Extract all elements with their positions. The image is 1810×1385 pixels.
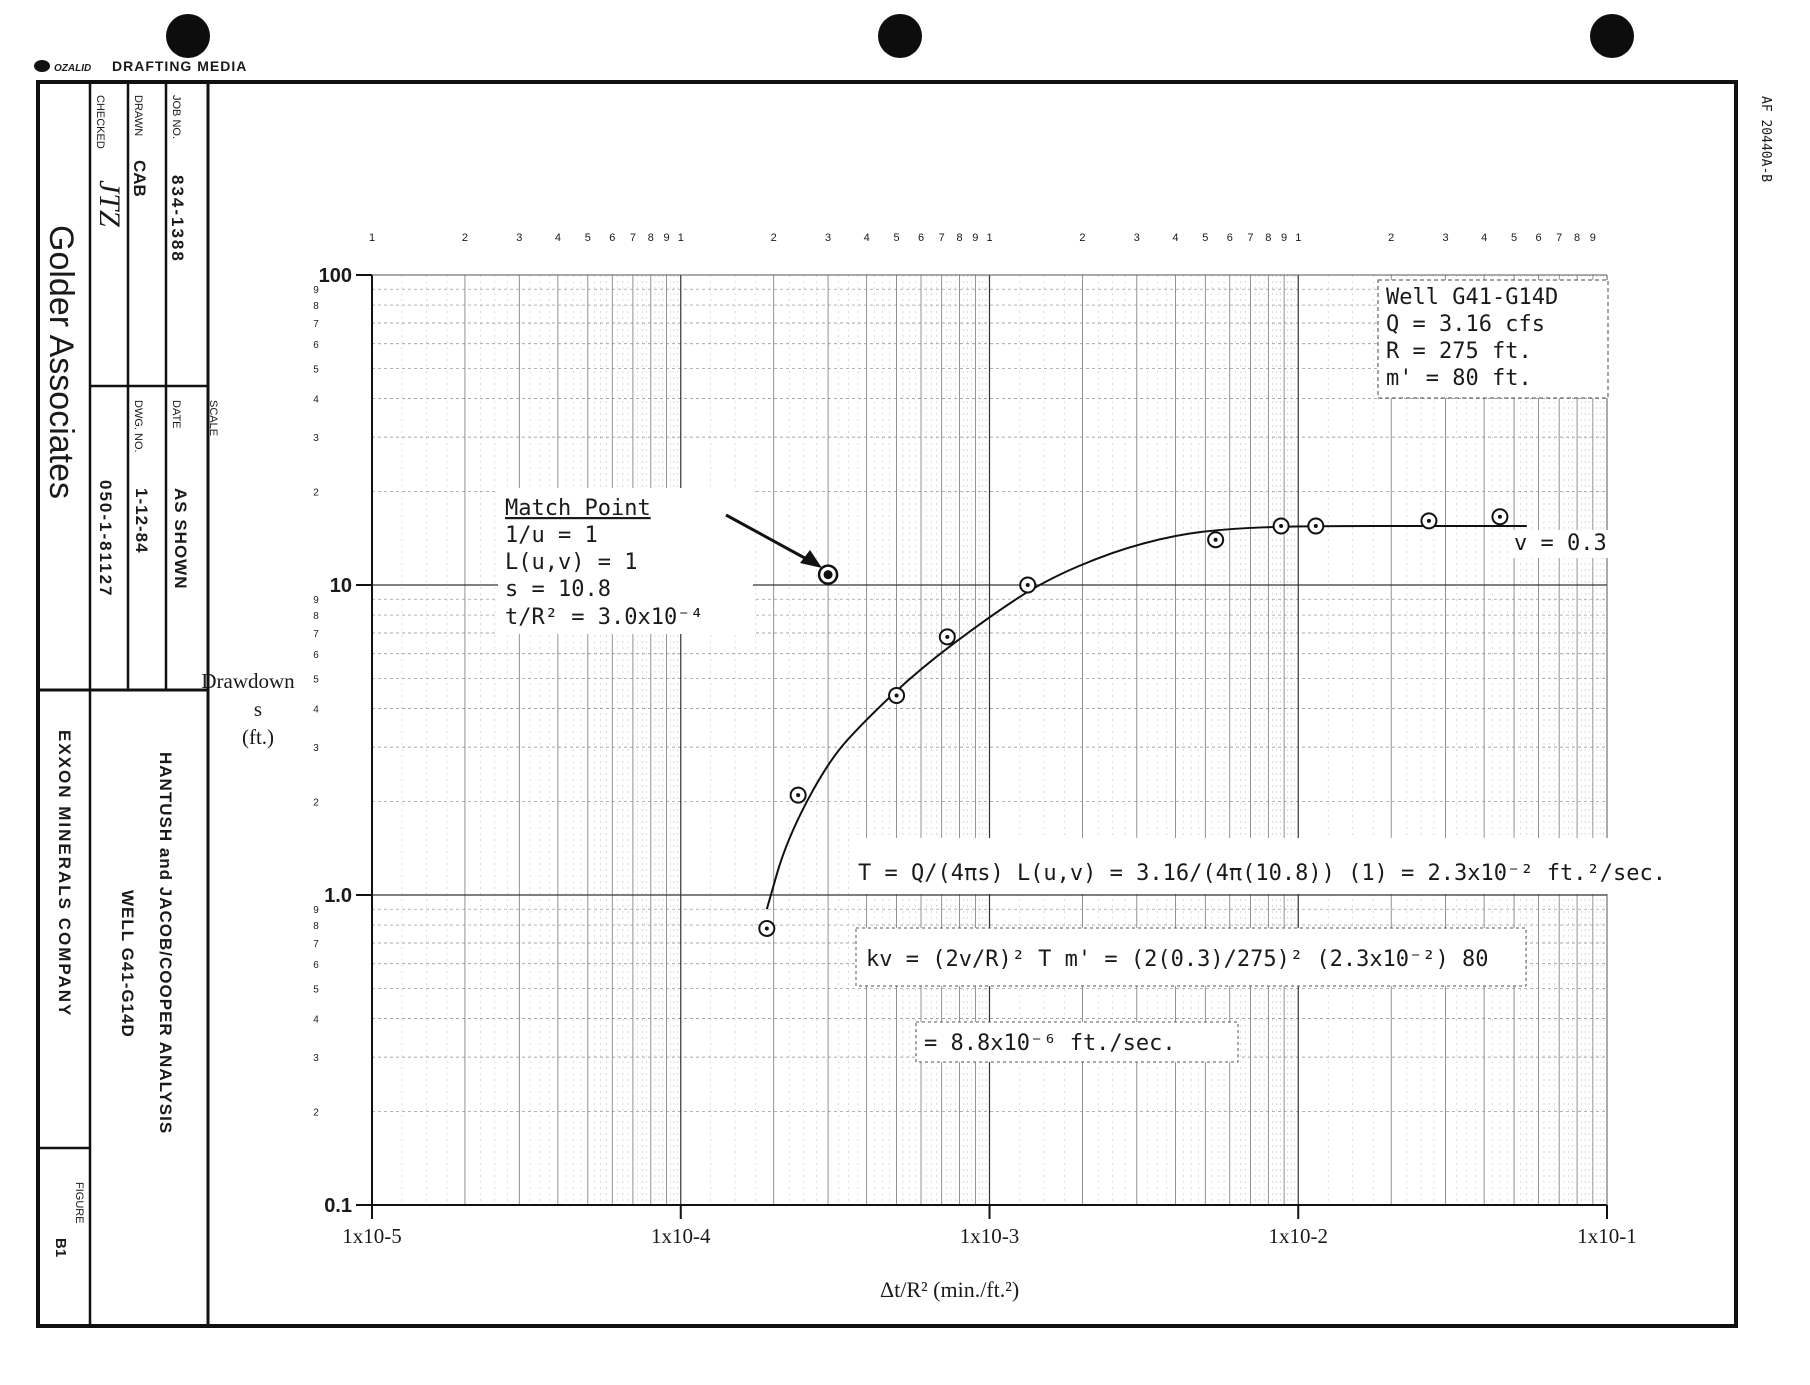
grid-cycle-number: 2	[313, 797, 319, 809]
grid-cycle-number: 3	[1133, 232, 1140, 244]
match-point-dot	[824, 570, 833, 579]
curve-label: v = 0.3	[1514, 531, 1607, 556]
match-point-title: Match Point	[505, 496, 651, 521]
grid-cycle-number: 5	[1510, 232, 1518, 244]
x-tick-label: 1x10-3	[959, 1224, 1020, 1248]
punch-hole-left	[166, 14, 210, 58]
grid-cycle-number: 4	[1172, 232, 1179, 244]
data-point-dot	[1279, 524, 1283, 528]
y-tick-label: 10	[329, 575, 352, 597]
grid-minor-x	[402, 275, 1604, 1205]
grid-cycle-number: 9	[972, 232, 979, 244]
grid-cycle-number: 2	[461, 232, 469, 244]
punch-hole-center	[878, 14, 922, 58]
y-axis-title-line2: s	[253, 697, 263, 721]
grid-cycle-number: 5	[1202, 232, 1209, 244]
date-label: DATE	[170, 400, 182, 429]
equation-kv-result: = 8.8x10⁻⁶ ft./sec.	[924, 1031, 1176, 1056]
client-name: EXXON MINERALS COMPANY	[55, 730, 74, 1018]
grid-cycle-number: 7	[1556, 232, 1563, 244]
y-tick-label: 100	[318, 265, 352, 287]
x-tick-label: 1x10-5	[342, 1224, 402, 1248]
data-point	[1492, 509, 1507, 524]
data-point	[791, 788, 806, 803]
grid-cycle-number: 6	[1535, 232, 1542, 244]
grid-cycle-number: 4	[554, 232, 561, 244]
grid-cycle-number: 3	[1442, 232, 1449, 244]
data-point-dot	[1214, 538, 1218, 542]
data-point	[1274, 518, 1289, 533]
grid-cycle-number: 7	[938, 232, 945, 244]
grid-cycle-number: 1	[677, 232, 684, 244]
grid-cycle-number: 9	[313, 595, 319, 607]
grid-cycle-number: 5	[313, 674, 319, 686]
y-axis-title-line3: (ft.)	[241, 725, 275, 749]
y-tick-labels	[319, 265, 372, 1217]
side-code: AF 20440A-B	[1758, 96, 1773, 183]
y-tick-label: 0.1	[324, 1195, 352, 1217]
grid-cycle-number: 4	[313, 704, 319, 716]
y-tick-label: 1.0	[324, 885, 352, 907]
data-point-dot	[895, 694, 899, 698]
data-point	[1421, 513, 1436, 528]
data-point	[1020, 578, 1035, 593]
grid-cycle-number: 2	[1388, 232, 1395, 244]
grid-cycle-number: 1	[986, 232, 993, 244]
x-tick-label: 1x10-1	[1577, 1224, 1637, 1248]
grid-cycle-number: 9	[313, 285, 319, 297]
header-title: DRAFTING MEDIA	[112, 58, 248, 74]
dwg-no-label: DWG. NO.	[132, 400, 144, 453]
grid-cycle-number: 8	[1574, 232, 1581, 244]
grid-cycle-number: 3	[313, 433, 319, 445]
data-point-dot	[1314, 524, 1318, 528]
brand-text: OZALID	[54, 63, 92, 74]
grid-cycle-number: 5	[893, 232, 900, 244]
grid-cycle-number: 8	[313, 301, 319, 313]
grid-cycle-number: 6	[917, 232, 925, 244]
equation-kv: kv = (2v/R)² T m' = (2(0.3)/275)² (2.3x10⁻²) 80	[866, 947, 1489, 972]
grid-cycle-number: 8	[313, 611, 319, 623]
data-point-dot	[1498, 515, 1502, 519]
match-point-marker	[819, 566, 837, 584]
well-info-line: m' = 80 ft.	[1386, 366, 1532, 391]
scale-value: AS SHOWN	[171, 488, 190, 590]
grid-cycle-number: 3	[516, 232, 523, 244]
grid-cycle-number: 5	[313, 984, 319, 996]
match-point-arrow-head	[800, 550, 822, 568]
x-tick-label: 1x10-2	[1268, 1224, 1328, 1248]
grid-cycle-number: 2	[313, 487, 319, 499]
chart-annotations	[819, 566, 837, 584]
match-point-line: s = 10.8	[505, 577, 611, 602]
x-axis-title: Δt/R² (min./ft.²)	[880, 1277, 1020, 1302]
grid-cycle-number: 6	[313, 649, 319, 661]
grid-cycle-number: 8	[313, 921, 319, 933]
data-point	[1208, 532, 1223, 547]
well-info-line: Q = 3.16 cfs	[1386, 312, 1545, 337]
grid-cycle-number: 1	[1295, 232, 1302, 244]
data-point	[759, 921, 774, 936]
grid-cycle-number: 8	[647, 232, 654, 244]
grid-cycle-number: 9	[663, 232, 670, 244]
grid-cycle-number: 4	[313, 1014, 319, 1026]
sheet-border	[38, 82, 1736, 1326]
grid-cycle-number: 7	[313, 319, 319, 331]
grid-cycle-number: 5	[313, 364, 319, 376]
data-point-dot	[1026, 583, 1030, 587]
grid-major	[372, 275, 1607, 1205]
figure-value: B1	[52, 1238, 69, 1258]
grid-cycle-number: 7	[313, 629, 319, 641]
data-point-dot	[796, 793, 800, 797]
grid-cycle-number: 4	[863, 232, 870, 244]
figure-label: FIGURE	[73, 1182, 85, 1224]
ozalid-logo-icon	[34, 60, 50, 72]
drawn-value: CAB	[130, 160, 149, 197]
data-point-dot	[945, 635, 949, 639]
grid-cycle-number: 9	[1589, 232, 1596, 244]
grid-cycle-number: 7	[629, 232, 636, 244]
x-tick-label: 1x10-4	[651, 1224, 711, 1248]
match-point-line: 1/u = 1	[505, 523, 598, 548]
data-point	[940, 629, 955, 644]
company-name: Golder Associates	[42, 225, 80, 500]
grid-cycle-number: 8	[1265, 232, 1272, 244]
match-point-line: L(u,v) = 1	[505, 550, 638, 575]
grid-cycle-number: 6	[313, 339, 319, 351]
data-point-dot	[1427, 519, 1431, 523]
y-axis-title-line1: Drawdown	[201, 669, 295, 693]
drawn-label: DRAWN	[132, 95, 144, 137]
punch-hole-right	[1590, 14, 1634, 58]
grid-cycle-number: 1	[368, 232, 376, 244]
grid-cycle-number: 3	[313, 1053, 319, 1065]
grid-cycle-number: 5	[584, 232, 591, 244]
grid-cycle-number: 3	[824, 232, 832, 244]
grid-cycle-number: 2	[313, 1107, 319, 1119]
grid-cycle-number: 9	[1281, 232, 1288, 244]
grid-cycle-number: 8	[956, 232, 963, 244]
dwg-no-value: 050-1-81127	[96, 480, 115, 598]
analysis-title: HANTUSH and JACOB/COOPER ANALYSIS	[156, 752, 175, 1135]
grid-cycle-number: 6	[609, 232, 616, 244]
data-point-dot	[765, 926, 769, 930]
job-no-value: 834-1388	[168, 175, 187, 263]
grid-cycle-number: 4	[313, 394, 319, 406]
job-no-label: JOB NO.	[170, 95, 182, 140]
grid-cycle-number: 6	[313, 959, 319, 971]
checked-label: CHECKED	[94, 95, 106, 149]
grid-cycle-number: 2	[1079, 232, 1086, 244]
checked-initials: JTZ	[93, 180, 126, 227]
date-value: 1-12-84	[132, 488, 151, 554]
data-point	[889, 688, 904, 703]
equation-T: T = Q/(4πs) L(u,v) = 3.16/(4π(10.8)) (1) = 2.3x10⁻² ft.²/sec.	[858, 861, 1666, 886]
x-tick-labels	[342, 1205, 1637, 1248]
grid-cycle-number: 3	[313, 743, 319, 755]
well-title: WELL G41-G14D	[118, 890, 137, 1038]
match-point-line: t/R² = 3.0x10⁻⁴	[505, 605, 704, 630]
grid-cycle-number: 2	[770, 232, 777, 244]
data-point	[1308, 518, 1323, 533]
grid-cycle-number: 6	[1226, 232, 1233, 244]
grid-cycle-number: 7	[313, 939, 319, 951]
grid-cycle-number: 7	[1247, 232, 1254, 244]
scale-label: SCALE	[207, 400, 219, 437]
well-info-line: Well G41-G14D	[1386, 285, 1559, 310]
well-info-line: R = 275 ft.	[1386, 339, 1532, 364]
grid-cycle-number: 9	[313, 905, 319, 917]
grid-cycle-number: 4	[1481, 232, 1488, 244]
